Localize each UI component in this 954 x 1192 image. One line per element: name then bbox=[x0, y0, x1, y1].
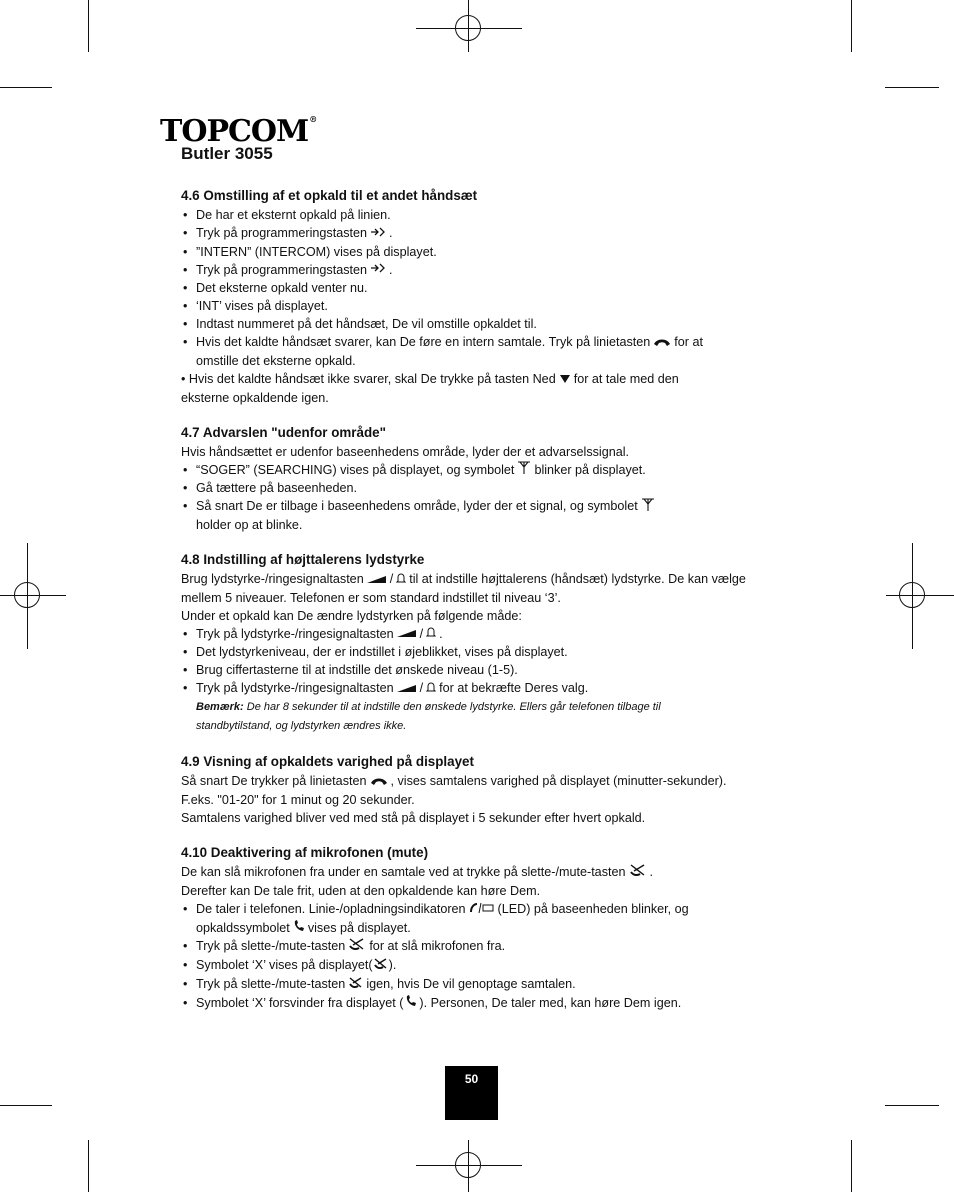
led-indicator-icon bbox=[469, 901, 495, 919]
bullet-item: • Tryk på lydstyrke-/ringesignaltasten / for at bekræfte Deres valg. bbox=[181, 679, 781, 698]
antenna-icon bbox=[517, 461, 531, 479]
bullet-continuation: opkaldssymbolet vises på displayet. bbox=[181, 919, 781, 938]
line-key-icon bbox=[370, 773, 388, 791]
paragraph: • Hvis det kaldte håndsæt ikke svarer, skal De trykke på tasten Ned for at tale med den bbox=[181, 370, 781, 389]
program-key-icon bbox=[370, 261, 386, 279]
section-heading: 4.8 Indstilling af højttalerens lydstyrke bbox=[181, 552, 425, 568]
bullet-item: • Indtast nummeret på det håndsæt, De vil omstille opkaldet til. bbox=[181, 315, 781, 333]
bell-icon bbox=[426, 625, 436, 643]
page-number: 50 bbox=[445, 1066, 498, 1120]
bullet-item: • Tryk på programmeringstasten . bbox=[181, 224, 781, 243]
bullet-item: • Brug ciffertasterne til at indstille det ønskede niveau (1-5). bbox=[181, 661, 781, 679]
bullet-item: • “SOGER” (SEARCHING) vises på displayet, og symbolet blinker på displayet. bbox=[181, 461, 781, 480]
crop-mark bbox=[851, 1140, 852, 1192]
note-label: Bemærk: bbox=[196, 701, 244, 714]
section-heading: 4.7 Advarslen "udenfor område" bbox=[181, 424, 386, 440]
crop-mark bbox=[88, 1140, 89, 1192]
paragraph: eksterne opkaldende igen. bbox=[181, 390, 329, 405]
bullet-item: • Tryk på slette-/mute-tasten igen, hvis De vil genoptage samtalen. bbox=[181, 975, 781, 994]
bullet-item: • ”INTERN” (INTERCOM) vises på displayet. bbox=[181, 243, 781, 261]
paragraph: Brug lydstyrke-/ringesignaltasten / til at indstille højttalerens (håndsæt) lydstyrke. De kan vælge bbox=[181, 570, 781, 589]
paragraph: De kan slå mikrofonen fra under en samtale ved at trykke på slette-/mute-tasten . bbox=[181, 863, 781, 882]
volume-icon bbox=[367, 571, 387, 589]
bullet-item: • Så snart De er tilbage i baseenhedens område, lyder der et signal, og symbolet bbox=[181, 497, 781, 516]
bullet-item: • Gå tættere på baseenheden. bbox=[181, 479, 781, 497]
topcom-logo: TOPCOM® bbox=[160, 114, 317, 149]
crop-mark bbox=[0, 1105, 52, 1106]
bell-icon bbox=[396, 571, 406, 589]
call-icon bbox=[405, 994, 417, 1012]
bullet-item: • De taler i telefonen. Linie-/opladningsindikatoren (LED) på baseenheden blinker, og bbox=[181, 900, 781, 919]
paragraph: Så snart De trykker på linietasten , vises samtalens varighed på displayet (minutter-sekunder). bbox=[181, 772, 781, 791]
section-heading: 4.6 Omstilling af et opkald til et andet håndsæt bbox=[181, 188, 478, 203]
paragraph: Derefter kan De tale frit, uden at den opkaldende kan høre Dem. bbox=[181, 883, 541, 898]
paragraph: Hvis håndsættet er udenfor baseenhedens område, lyder der et advarselssignal. bbox=[181, 444, 630, 459]
bullet-item: • De har et eksternt opkald på linien. bbox=[181, 206, 781, 224]
note: Bemærk: De har 8 sekunder til at indstille den ønskede lydstyrke. Ellers går telefonen tilbage til standbytilstand, og lydstyrken ændres ikke. bbox=[196, 701, 661, 733]
bell-icon bbox=[426, 680, 436, 698]
mute-symbol-icon bbox=[373, 957, 389, 975]
manual-content bbox=[181, 186, 781, 1012]
bullet-item: • ‘INT’ vises på displayet. bbox=[181, 297, 781, 315]
bullet-item: • Det lydstyrkeniveau, der er indstillet i øjeblikket, vises på displayet. bbox=[181, 643, 781, 661]
volume-icon bbox=[397, 625, 417, 643]
bullet-item: • Symbolet ‘X’ vises på displayet( ). bbox=[181, 956, 781, 975]
down-arrow-icon bbox=[559, 371, 571, 389]
bullet-item: • Tryk på programmeringstasten . bbox=[181, 261, 781, 280]
bullet-item: • Symbolet ‘X’ forsvinder fra displayet ( ). Personen, De taler med, kan høre Dem igen. bbox=[181, 994, 781, 1013]
model-name: Butler 3055 bbox=[181, 144, 273, 163]
section-heading: 4.9 Visning af opkaldets varighed på displayet bbox=[181, 754, 474, 770]
volume-icon bbox=[397, 680, 417, 698]
bullet-item: • Hvis det kaldte håndsæt svarer, kan De føre en intern samtale. Tryk på linietasten for at bbox=[181, 333, 781, 352]
paragraph: Under et opkald kan De ændre lydstyrken på følgende måde: bbox=[181, 608, 522, 623]
crop-mark bbox=[851, 0, 852, 52]
paragraph: Samtalens varighed bliver ved med stå på displayet i 5 sekunder efter hvert opkald. bbox=[181, 810, 646, 825]
bullet-item: • Tryk på lydstyrke-/ringesignaltasten / . bbox=[181, 625, 781, 644]
section-heading: 4.10 Deaktivering af mikrofonen (mute) bbox=[181, 844, 429, 860]
line-key-icon bbox=[653, 334, 671, 352]
antenna-icon bbox=[641, 498, 655, 516]
bullet-item: • Tryk på slette-/mute-tasten for at slå mikrofonen fra. bbox=[181, 937, 781, 956]
crop-mark bbox=[0, 87, 52, 88]
paragraph: F.eks. "01-20" for 1 minut og 20 sekunder. bbox=[181, 792, 415, 807]
crop-mark bbox=[88, 0, 89, 52]
mute-key-icon bbox=[348, 976, 364, 994]
crop-mark bbox=[885, 1105, 939, 1106]
paragraph: mellem 5 niveauer. Telefonen er som standard indstillet til niveau ‘3’. bbox=[181, 590, 561, 605]
bullet-continuation: holder op at blinke. bbox=[196, 518, 303, 533]
bullet-item: • Det eksterne opkald venter nu. bbox=[181, 279, 781, 297]
program-key-icon bbox=[370, 225, 386, 243]
bullet-continuation: omstille det eksterne opkald. bbox=[196, 354, 356, 369]
call-icon bbox=[293, 919, 305, 937]
crop-mark bbox=[885, 87, 939, 88]
mute-key-icon bbox=[629, 863, 647, 882]
mute-key-icon bbox=[348, 937, 366, 956]
